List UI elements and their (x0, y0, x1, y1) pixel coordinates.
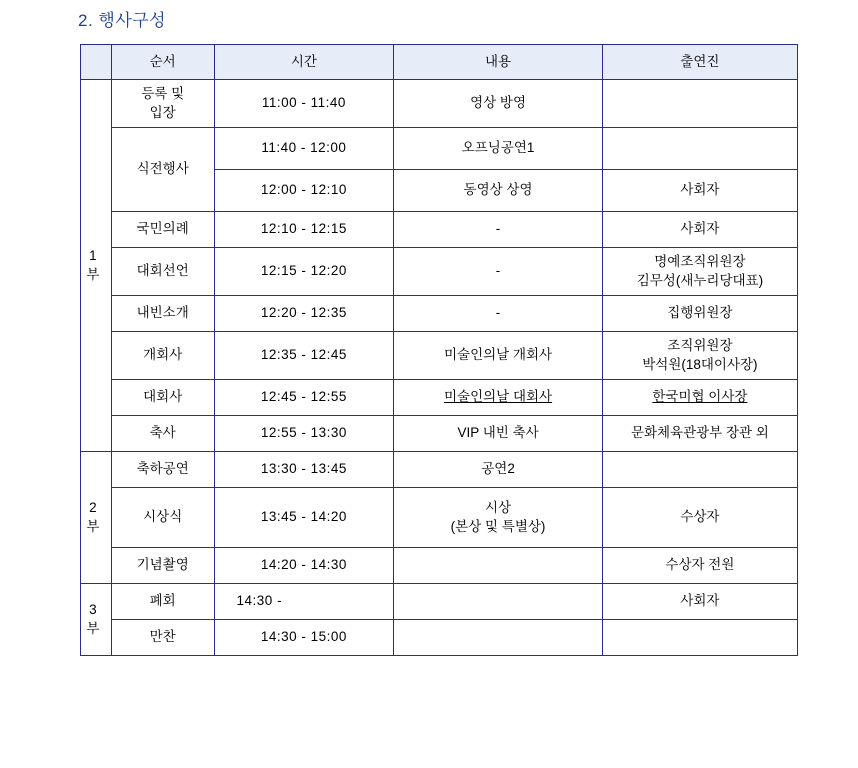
cell-desc: 미술인의날 개회사 (394, 332, 603, 380)
table-row (81, 548, 798, 584)
cell-cast: 사회자 (602, 170, 797, 212)
cell-desc: - (394, 296, 603, 332)
cell-order: 시상식 (111, 488, 214, 548)
cell-cast: 문화체육관광부 장관 외 (602, 416, 797, 452)
table-row (81, 296, 798, 332)
cell-desc (394, 584, 603, 620)
table-row (81, 128, 798, 170)
cell-cast (602, 80, 797, 128)
table-row (81, 620, 798, 656)
cell-order: 내빈소개 (111, 296, 214, 332)
cell-cast: 한국미협 이사장 (602, 380, 797, 416)
cell-order: 기념촬영 (111, 548, 214, 584)
cell-desc: 오프닝공연1 (394, 128, 603, 170)
cell-cast: 사회자 (602, 212, 797, 248)
cell-order: 국민의례 (111, 212, 214, 248)
table-row (81, 80, 798, 128)
cell-desc: 공연2 (394, 452, 603, 488)
cell-time: 12:35 - 12:45 (214, 332, 394, 380)
column-header-desc: 내용 (394, 45, 603, 80)
column-header-order: 순서 (111, 45, 214, 80)
cell-cast: 명예조직위원장 김무성(새누리당대표) (602, 248, 797, 296)
cell-desc: - (394, 212, 603, 248)
cell-time: 13:30 - 13:45 (214, 452, 394, 488)
cell-time: 12:20 - 12:35 (214, 296, 394, 332)
cell-order: 식전행사 (111, 128, 214, 212)
cell-cast: 수상자 (602, 488, 797, 548)
cell-time: 12:45 - 12:55 (214, 380, 394, 416)
cell-desc: 시상 (본상 및 특별상) (394, 488, 603, 548)
cell-time: 12:15 - 12:20 (214, 248, 394, 296)
column-header-cast: 출연진 (602, 45, 797, 80)
cell-desc: 영상 방영 (394, 80, 603, 128)
cell-order: 대회선언 (111, 248, 214, 296)
cell-time: 11:00 - 11:40 (214, 80, 394, 128)
cell-desc: 동영상 상영 (394, 170, 603, 212)
cell-part: 1 부 (81, 80, 112, 452)
cell-order: 대회사 (111, 380, 214, 416)
cell-time: 14:20 - 14:30 (214, 548, 394, 584)
table-header (81, 45, 798, 80)
table-row (81, 248, 798, 296)
cell-order: 폐회 (111, 584, 214, 620)
cell-time: 13:45 - 14:20 (214, 488, 394, 548)
cell-order: 개회사 (111, 332, 214, 380)
cell-cast (602, 620, 797, 656)
cell-time: 14:30 - (214, 584, 394, 620)
cell-desc (394, 548, 603, 584)
page-title: 2. 행사구성 (78, 11, 167, 30)
cell-desc: 미술인의날 대회사 (394, 380, 603, 416)
table-row (81, 332, 798, 380)
table-header-row (81, 45, 798, 80)
cell-order: 등록 및 입장 (111, 80, 214, 128)
cell-order: 축하공연 (111, 452, 214, 488)
cell-cast: 수상자 전원 (602, 548, 797, 584)
cell-desc (394, 620, 603, 656)
cell-cast (602, 128, 797, 170)
cell-time: 14:30 - 15:00 (214, 620, 394, 656)
cell-order: 만찬 (111, 620, 214, 656)
event-schedule-table (80, 44, 798, 656)
cell-time: 12:00 - 12:10 (214, 170, 394, 212)
cell-cast: 사회자 (602, 584, 797, 620)
cell-cast: 집행위원장 (602, 296, 797, 332)
cell-desc: VIP 내빈 축사 (394, 416, 603, 452)
table-body (81, 80, 798, 656)
cell-part: 2 부 (81, 452, 112, 584)
table-row (81, 380, 798, 416)
column-header-time: 시간 (214, 45, 394, 80)
cell-time: 12:55 - 13:30 (214, 416, 394, 452)
table-row (81, 416, 798, 452)
cell-time: 12:10 - 12:15 (214, 212, 394, 248)
cell-cast: 조직위원장 박석원(18대이사장) (602, 332, 797, 380)
cell-order: 축사 (111, 416, 214, 452)
table-row (81, 488, 798, 548)
column-header-part (81, 45, 112, 80)
cell-time: 11:40 - 12:00 (214, 128, 394, 170)
cell-part: 3 부 (81, 584, 112, 656)
table-row (81, 212, 798, 248)
cell-desc: - (394, 248, 603, 296)
table-row (81, 584, 798, 620)
cell-cast (602, 452, 797, 488)
table-row (81, 452, 798, 488)
